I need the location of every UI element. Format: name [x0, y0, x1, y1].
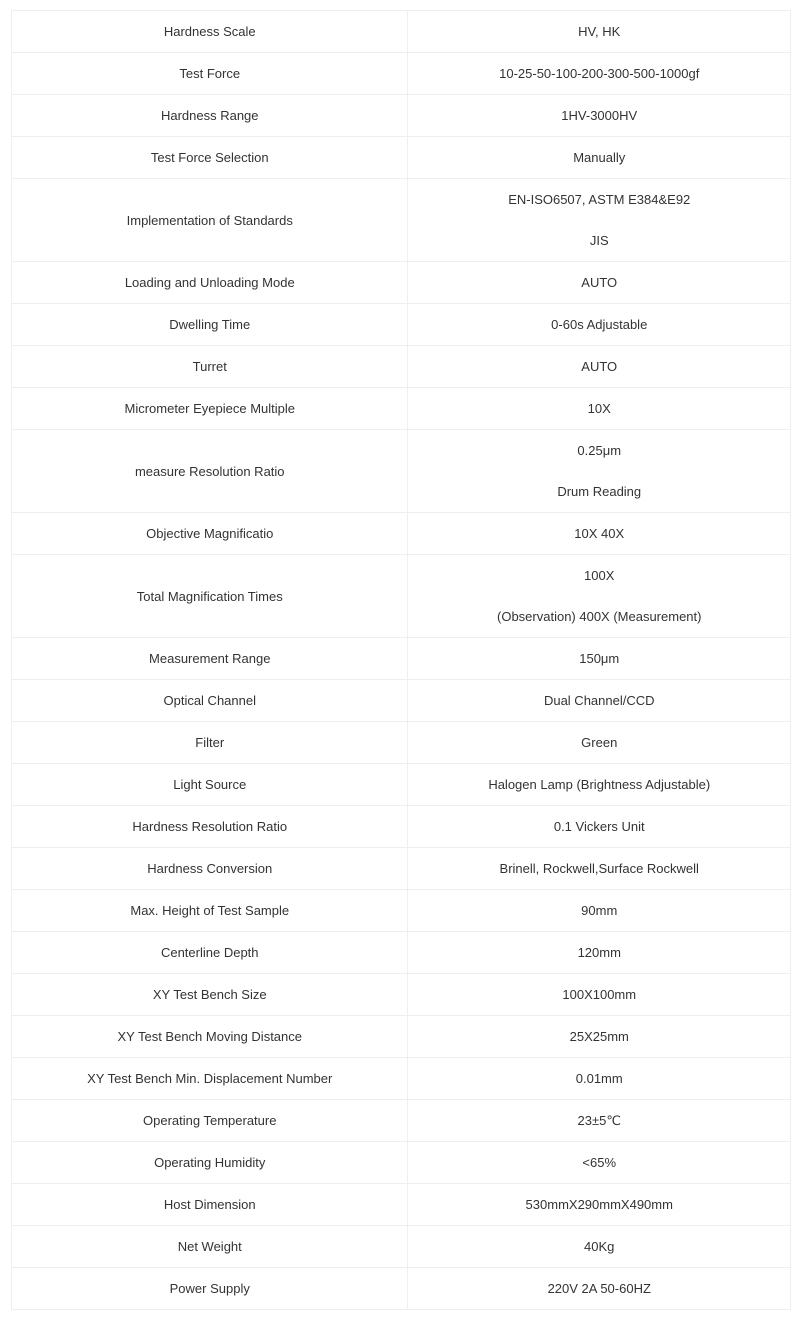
spec-parameter-cell: [12, 555, 408, 638]
table-row: [12, 1184, 791, 1226]
spec-parameter-cell: [12, 638, 408, 680]
spec-value-cell: [408, 179, 791, 262]
table-row: [12, 262, 791, 304]
spec-value-line: Halogen Lamp (Brightness Adjustable): [488, 777, 711, 792]
spec-parameter-cell: [12, 304, 408, 346]
spec-parameter-cell: [12, 95, 408, 137]
spec-value-cell: [408, 11, 791, 53]
table-row: [12, 1226, 791, 1268]
spec-value-line: Green: [581, 735, 618, 750]
spec-value-line: JIS: [589, 233, 609, 248]
table-row: [12, 513, 791, 555]
table-row: [12, 430, 791, 513]
table-row: [12, 680, 791, 722]
spec-value-cell: [408, 304, 791, 346]
spec-value-cell: [408, 1016, 791, 1058]
spec-parameter-label: Turret: [192, 359, 227, 374]
spec-parameter-cell: [12, 890, 408, 932]
spec-parameter-cell: [12, 430, 408, 513]
spec-parameter-label: Total Magnification Times: [136, 588, 283, 604]
spec-value-cell: [408, 430, 791, 513]
spec-parameter-cell: [12, 974, 408, 1016]
spec-parameter-label: Hardness Range: [160, 108, 259, 123]
spec-value-cell: [408, 1100, 791, 1142]
spec-parameter-label: Objective Magnificatio: [146, 526, 274, 541]
spec-value-line: Brinell, Rockwell,Surface Rockwell: [499, 861, 699, 876]
spec-value-line: Dual Channel/CCD: [543, 693, 655, 708]
spec-parameter-label: Optical Channel: [163, 693, 256, 708]
spec-value-line: AUTO: [581, 359, 618, 374]
spec-value-cell: [408, 806, 791, 848]
spec-parameter-label: Net Weight: [177, 1239, 242, 1254]
spec-parameter-cell: [12, 11, 408, 53]
spec-value-cell: [408, 1268, 791, 1310]
spec-value-cell: [408, 848, 791, 890]
spec-value-cell: [408, 1142, 791, 1184]
spec-value-cell: [408, 932, 791, 974]
spec-parameter-label: Filter: [195, 735, 225, 750]
spec-value-cell: [408, 1184, 791, 1226]
spec-parameter-label: Test Force: [179, 66, 241, 81]
spec-value-cell: [408, 137, 791, 179]
table-row: [12, 1100, 791, 1142]
spec-parameter-cell: [12, 764, 408, 806]
spec-parameter-label: Max. Height of Test Sample: [130, 903, 290, 918]
spec-parameter-label: Light Source: [173, 777, 247, 792]
spec-value-cell: [408, 1226, 791, 1268]
spec-value-line: 40Kg: [584, 1239, 615, 1254]
spec-parameter-label: Hardness Scale: [163, 24, 256, 39]
spec-parameter-label: Hardness Resolution Ratio: [132, 819, 288, 834]
spec-value-cell: [408, 346, 791, 388]
table-row: [12, 1016, 791, 1058]
spec-parameter-cell: [12, 513, 408, 555]
table-row: [12, 848, 791, 890]
spec-value-cell: [408, 722, 791, 764]
spec-value-cell: [408, 555, 791, 638]
spec-parameter-label: Host Dimension: [163, 1197, 256, 1212]
spec-value-line: 0.01mm: [575, 1071, 623, 1086]
spec-parameter-label: Micrometer Eyepiece Multiple: [124, 401, 295, 416]
table-row: [12, 764, 791, 806]
spec-parameter-label: XY Test Bench Moving Distance: [117, 1029, 302, 1044]
spec-parameter-cell: [12, 1100, 408, 1142]
spec-value-cell: [408, 680, 791, 722]
spec-parameter-label: Test Force Selection: [150, 150, 269, 165]
spec-parameter-cell: [12, 1016, 408, 1058]
table-row: [12, 346, 791, 388]
spec-value-line: 120mm: [577, 945, 621, 960]
table-row: [12, 95, 791, 137]
table-row: [12, 932, 791, 974]
table-row: [12, 555, 791, 638]
spec-parameter-cell: [12, 262, 408, 304]
table-row: [12, 53, 791, 95]
spec-value-line: 100X: [584, 568, 615, 583]
table-row: [12, 179, 791, 262]
spec-value-line: <65%: [582, 1155, 617, 1170]
spec-parameter-cell: [12, 346, 408, 388]
spec-value-line: 0.1 Vickers Unit: [553, 819, 645, 834]
spec-value-line: 150μm: [579, 651, 620, 666]
spec-parameter-label: Operating Temperature: [143, 1113, 277, 1128]
table-row: [12, 806, 791, 848]
spec-value-line: Manually: [573, 150, 626, 165]
spec-value-cell: [408, 638, 791, 680]
spec-parameter-label: XY Test Bench Min. Displacement Number: [87, 1071, 333, 1086]
spec-parameter-cell: [12, 932, 408, 974]
table-row: [12, 388, 791, 430]
spec-value-line: 220V 2A 50-60HZ: [547, 1281, 651, 1296]
spec-value-line: Drum Reading: [557, 484, 642, 499]
spec-parameter-label: Dwelling Time: [169, 317, 251, 332]
spec-parameter-cell: [12, 179, 408, 262]
table-row: [12, 1268, 791, 1310]
spec-value-line: 90mm: [581, 903, 618, 918]
spec-parameter-label: Loading and Unloading Mode: [124, 275, 295, 290]
spec-parameter-label: XY Test Bench Size: [152, 987, 267, 1002]
spec-value-line: 10X 40X: [574, 526, 625, 541]
spec-value-line: 10-25-50-100-200-300-500-1000gf: [499, 66, 700, 81]
spec-parameter-cell: [12, 1184, 408, 1226]
spec-value-cell: [408, 95, 791, 137]
spec-value-line: HV, HK: [578, 24, 621, 39]
table-row: [12, 1058, 791, 1100]
spec-parameter-label: Power Supply: [169, 1281, 250, 1296]
spec-table-body: [12, 11, 791, 1310]
spec-value-line: 530mmX290mmX490mm: [525, 1197, 673, 1212]
spec-value-cell: [408, 764, 791, 806]
spec-table: [11, 10, 791, 1310]
spec-value-line: 25X25mm: [569, 1029, 629, 1044]
spec-value-cell: [408, 262, 791, 304]
spec-parameter-cell: [12, 137, 408, 179]
spec-parameter-cell: [12, 722, 408, 764]
spec-value-line: 23±5℃: [577, 1113, 621, 1128]
spec-value-line: 1HV-3000HV: [561, 108, 638, 123]
spec-value-line: AUTO: [581, 275, 618, 290]
spec-value-line: 0-60s Adjustable: [551, 317, 648, 332]
spec-parameter-label: Centerline Depth: [160, 945, 259, 960]
spec-parameter-cell: [12, 388, 408, 430]
spec-parameter-label: Hardness Conversion: [147, 861, 273, 876]
spec-parameter-cell: [12, 680, 408, 722]
table-row: [12, 137, 791, 179]
spec-value-cell: [408, 974, 791, 1016]
spec-value-line: (Observation) 400X (Measurement): [497, 609, 702, 624]
spec-value-cell: [408, 890, 791, 932]
spec-value-cell: [408, 1058, 791, 1100]
spec-parameter-label: Implementation of Standards: [126, 212, 293, 228]
table-row: [12, 722, 791, 764]
spec-parameter-cell: [12, 1268, 408, 1310]
spec-parameter-cell: [12, 53, 408, 95]
table-row: [12, 890, 791, 932]
spec-parameter-cell: [12, 1058, 408, 1100]
spec-value-line: EN-ISO6507, ASTM E384&E92: [508, 192, 691, 207]
spec-value-cell: [408, 388, 791, 430]
spec-parameter-label: Operating Humidity: [154, 1155, 266, 1170]
spec-parameter-label: measure Resolution Ratio: [134, 463, 285, 479]
spec-parameter-cell: [12, 848, 408, 890]
table-row: [12, 638, 791, 680]
spec-parameter-cell: [12, 806, 408, 848]
spec-value-line: 100X100mm: [562, 987, 637, 1002]
table-row: [12, 11, 791, 53]
spec-parameter-label: Measurement Range: [149, 651, 271, 666]
spec-value-cell: [408, 53, 791, 95]
spec-value-line: 10X: [587, 401, 611, 416]
spec-parameter-cell: [12, 1226, 408, 1268]
table-row: [12, 304, 791, 346]
spec-value-cell: [408, 513, 791, 555]
spec-value-line: 0.25μm: [577, 443, 622, 458]
spec-parameter-cell: [12, 1142, 408, 1184]
table-row: [12, 1142, 791, 1184]
table-row: [12, 974, 791, 1016]
